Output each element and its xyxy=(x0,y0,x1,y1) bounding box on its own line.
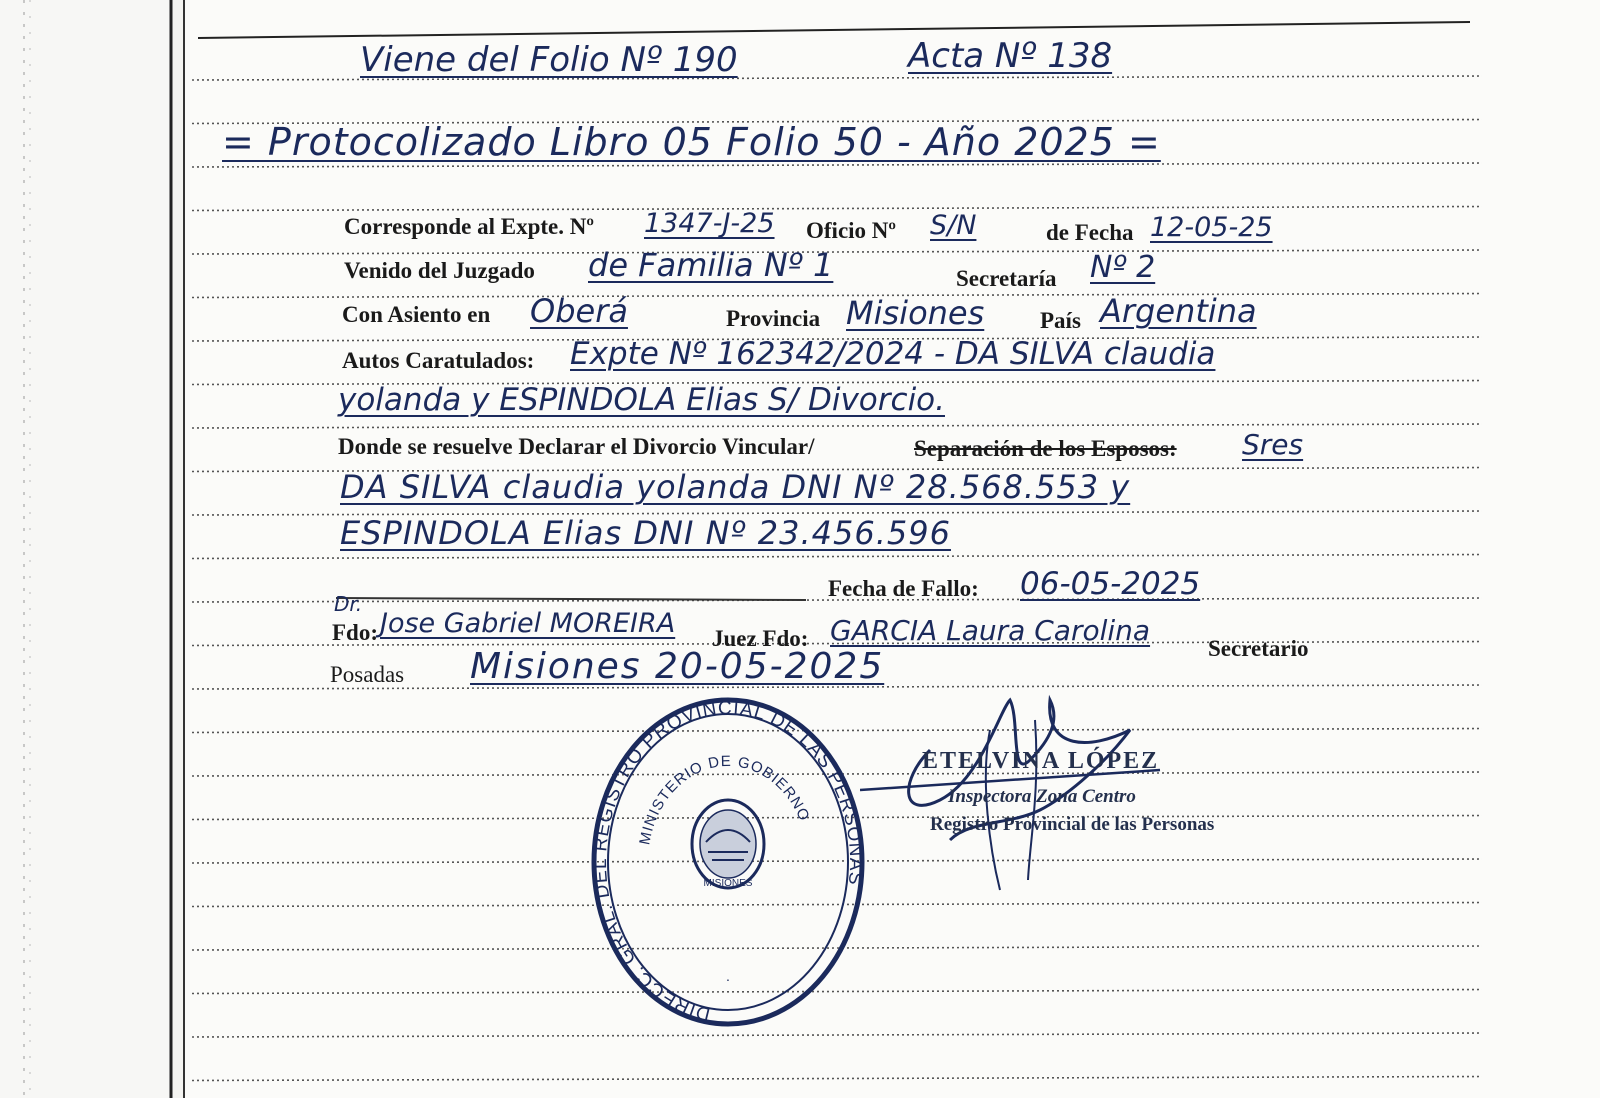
fecha-value: 12-05-25 xyxy=(1150,212,1273,243)
separacion-label: Separación de los Esposos: xyxy=(914,436,1177,461)
autos-value-line2: yolanda y ESPINDOLA Elias S/ Divorcio. xyxy=(338,382,945,418)
esposo-line-2: ESPINDOLA Elias DNI Nº 23.456.596 xyxy=(340,514,951,552)
signer-title: Inspectora Zona Centro xyxy=(948,786,1136,807)
secretario-value: GARCIA Laura Carolina xyxy=(830,614,1151,647)
fecha-label: de Fecha xyxy=(1046,220,1134,245)
svg-text:·: · xyxy=(725,971,731,987)
sres-value: Sres xyxy=(1242,428,1304,461)
fallo-label: Fecha de Fallo: xyxy=(828,576,979,601)
secretaria-value: Nº 2 xyxy=(1090,250,1156,285)
expte-label: Corresponde al Expte. Nº xyxy=(344,214,594,239)
ruled-line xyxy=(192,250,1482,254)
seal-inner-text: MINISTERIO DE GOBIERNO xyxy=(636,752,813,847)
ruled-line xyxy=(192,1033,1482,1037)
juez-value: Jose Gabriel MOREIRA xyxy=(380,608,676,639)
seal-outer-text: DIRECC. GRAL. DEL REGISTRO PROVINCIAL DE LAS PERSONAS xyxy=(590,697,867,1025)
posadas-value: Misiones 20-05-2025 xyxy=(470,646,885,687)
pais-label: País xyxy=(1040,308,1081,333)
fdo-label: Fdo: xyxy=(332,620,378,645)
provincia-value: Misiones xyxy=(846,294,985,332)
ruled-line xyxy=(192,1077,1482,1081)
oficio-label: Oficio Nº xyxy=(806,218,896,243)
venido-label: Venido del Juzgado xyxy=(344,258,535,283)
juez-label: Juez Fdo: xyxy=(712,626,809,651)
dr-prefix: Dr. xyxy=(334,592,363,616)
oficio-value: S/N xyxy=(930,210,977,241)
posadas-label: Posadas xyxy=(330,662,405,687)
ruled-line xyxy=(192,294,1482,298)
seal-center-text: MISIONES xyxy=(703,878,753,889)
registry-seal-stamp xyxy=(588,692,868,1032)
provincia-label: Provincia xyxy=(726,306,821,331)
ruled-line xyxy=(192,555,1482,559)
asiento-value: Oberá xyxy=(530,292,628,330)
viene-del-folio: Viene del Folio Nº 190 xyxy=(360,40,738,80)
secretario-label: Secretario xyxy=(1208,636,1309,661)
asiento-label: Con Asiento en xyxy=(342,302,491,327)
top-rule xyxy=(0,0,1600,60)
resuelve-label: Donde se resuelve Declarar el Divorcio Vincular/ xyxy=(338,434,815,459)
pais-value: Argentina xyxy=(1100,292,1257,330)
secretaria-label: Secretaría xyxy=(956,266,1057,291)
juzgado-value: de Familia Nº 1 xyxy=(588,246,834,284)
ruled-line xyxy=(192,207,1482,211)
signer-office: Registro Provincial de las Personas xyxy=(930,814,1215,835)
blank-rule xyxy=(336,594,836,604)
autos-value-line1: Expte Nº 162342/2024 - DA SILVA claudia xyxy=(570,336,1216,372)
autos-label: Autos Caratulados: xyxy=(342,348,535,373)
protocolizado-line: = Protocolizado Libro 05 Folio 50 - Año 2025 = xyxy=(222,120,1161,164)
fallo-value: 06-05-2025 xyxy=(1020,566,1201,602)
signer-name: ETELVINA LÓPEZ xyxy=(922,748,1160,774)
esposo-line-1: DA SILVA claudia yolanda DNI Nº 28.568.553 y xyxy=(340,468,1131,506)
expte-value: 1347-J-25 xyxy=(644,208,775,239)
acta-number: Acta Nº 138 xyxy=(908,36,1113,76)
